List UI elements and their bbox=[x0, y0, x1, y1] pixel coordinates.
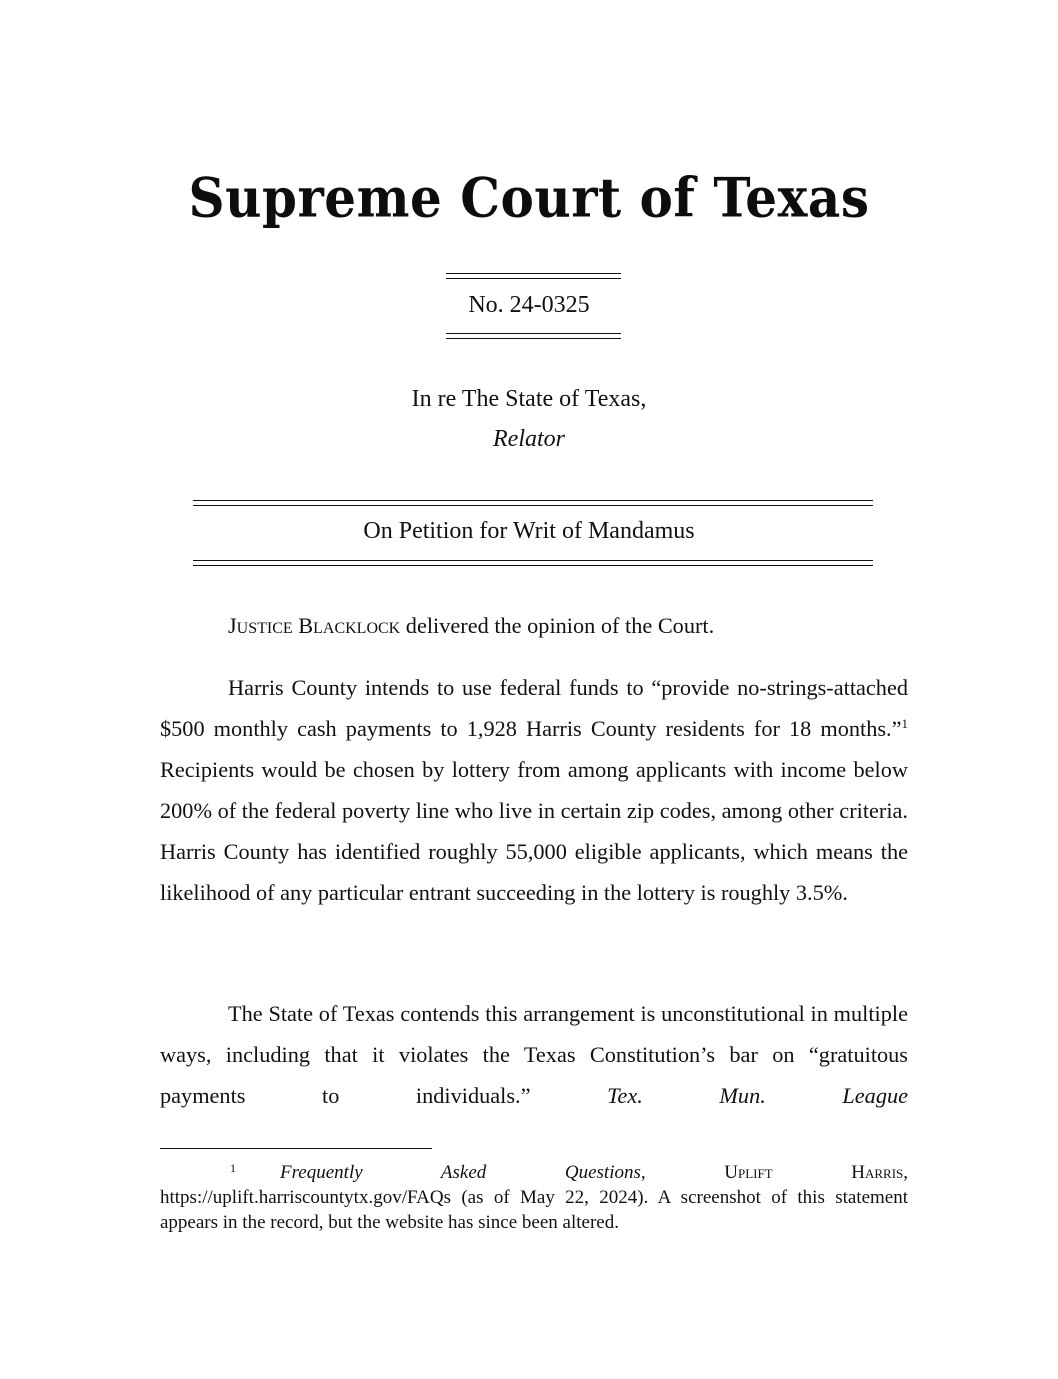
paragraph-1-rest: Recipients would be chosen by lottery from among applicants with income below 200% of the federal poverty line who live in certain zip codes, among other criteria. Harris County has identified roughly 55,000 eligible applicants, which means the likelihood of any particular entrant succeeding in the lottery is roughly 3.5%. bbox=[160, 757, 908, 905]
paragraph-1-text: Harris County intends to use federal funds to “provide no-strings-attached $500 monthly cash payments to 1,928 Harris County residents for 18 months.” bbox=[160, 675, 908, 741]
author-line-rest: delivered the opinion of the Court. bbox=[400, 613, 715, 638]
case-number-rule-bottom bbox=[446, 333, 621, 339]
proceeding-title: On Petition for Writ of Mandamus bbox=[363, 518, 695, 544]
opinion-author-line bbox=[160, 605, 908, 646]
footnote-title: Frequently Asked Questions bbox=[280, 1162, 641, 1183]
footnote-1 bbox=[160, 1160, 908, 1235]
footnote-separator bbox=[160, 1148, 432, 1149]
footnote-source: Uplift Harris bbox=[724, 1162, 904, 1183]
case-number-rule-top bbox=[446, 273, 621, 279]
footnote-sep: , bbox=[640, 1162, 725, 1183]
party-role: Relator bbox=[493, 426, 565, 452]
paragraph-1 bbox=[160, 667, 908, 913]
paragraph-2-citation: Tex. Mun. League bbox=[607, 1083, 909, 1108]
case-number: No. 24-0325 bbox=[468, 292, 590, 318]
footnote-number: 1 bbox=[230, 1161, 236, 1175]
author-name: Justice Blacklock bbox=[228, 613, 401, 638]
proceeding-rule-top bbox=[193, 500, 873, 506]
paragraph-2-text: The State of Texas contends this arrangement is unconstitutional in multiple ways, including that it violates the Texas Constitution’s bar on “gratuitous payments to individuals.” bbox=[160, 1001, 908, 1108]
court-title: Supreme Court of Texas bbox=[188, 165, 870, 230]
footnote-text: , https://uplift.harriscountytx.gov/FAQs (as of May 22, 2024). A screenshot of this statement appears in the record, but the website has since been altered. bbox=[160, 1162, 909, 1233]
proceeding-rule-bottom bbox=[193, 560, 873, 566]
paragraph-2 bbox=[160, 993, 908, 1116]
footnote-reference: 1 bbox=[901, 716, 908, 731]
party-line: In re The State of Texas, bbox=[411, 386, 647, 412]
